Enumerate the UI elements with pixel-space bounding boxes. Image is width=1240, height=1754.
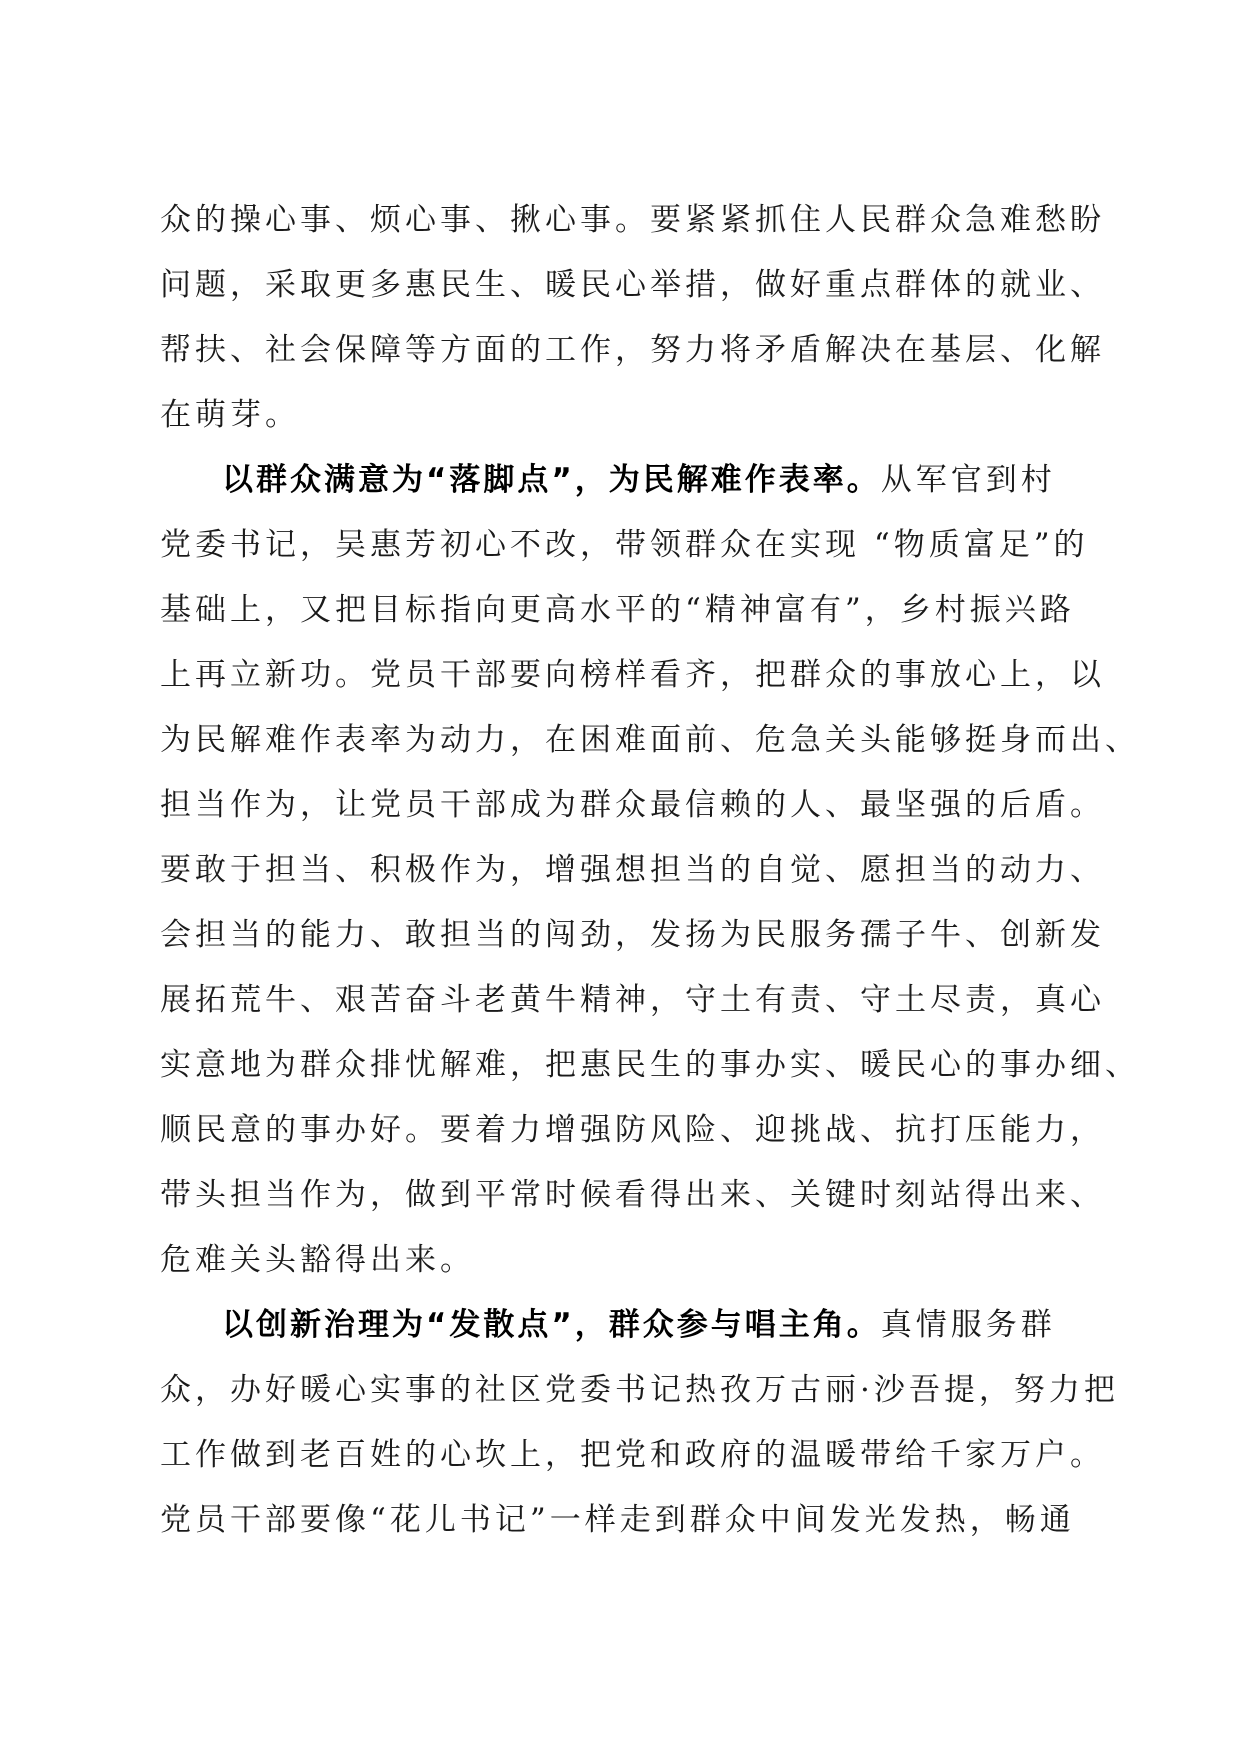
paragraph-heading: 以群众满意为“落脚点”，为民解难作表率。 <box>222 462 881 498</box>
text-run: 从军官到村 <box>880 462 1056 498</box>
text-line: 担当作为，让党员干部成为群众最信赖的人、最坚强的后盾。 <box>160 787 1105 823</box>
text-line: 基础上，又把目标指向更高水平的“精神富有”，乡村振兴路 <box>160 592 1075 628</box>
text-line: 要敢于担当、积极作为，增强想担当的自觉、愿担当的动力、 <box>160 852 1105 888</box>
paragraph-3 <box>160 1293 1119 1553</box>
text-line: 党委书记，吴惠芳初心不改，带领群众在实现 “物质富足”的 <box>160 527 1089 563</box>
paragraph-2 <box>160 448 1140 1293</box>
document-body <box>160 188 1140 1553</box>
text-line: 在萌芽。 <box>160 397 300 433</box>
text-line: 问题，采取更多惠民生、暖民心举措，做好重点群体的就业、 <box>160 267 1105 303</box>
text-line: 上再立新功。党员干部要向榜样看齐，把群众的事放心上，以 <box>160 657 1105 693</box>
text-line: 会担当的能力、敢担当的闯劲，发扬为民服务孺子牛、创新发 <box>160 917 1105 953</box>
paragraph-first-line <box>160 448 1090 513</box>
text-line: 帮扶、社会保障等方面的工作，努力将矛盾解决在基层、化解 <box>160 332 1105 368</box>
text-line: 众的操心事、烦心事、揪心事。要紧紧抓住人民群众急难愁盼 <box>160 202 1105 238</box>
paragraph-first-line <box>160 1293 1090 1358</box>
text-line: 众，办好暖心实事的社区党委书记热孜万古丽·沙吾提，努力把 <box>160 1372 1119 1408</box>
text-line: 展拓荒牛、艰苦奋斗老黄牛精神，守土有责、守土尽责，真心 <box>160 982 1105 1018</box>
text-line: 工作做到老百姓的心坎上，把党和政府的温暖带给千家万户。 <box>160 1437 1105 1473</box>
text-line: 党员干部要像“花儿书记”一样走到群众中间发光发热，畅通 <box>160 1502 1075 1538</box>
text-line: 为民解难作表率为动力，在困难面前、危急关头能够挺身而出、 <box>160 722 1140 758</box>
text-line: 实意地为群众排忧解难，把惠民生的事办实、暖民心的事办细、 <box>160 1047 1140 1083</box>
text-line: 带头担当作为，做到平常时候看得出来、关键时刻站得出来、 <box>160 1177 1105 1213</box>
text-run: 真情服务群 <box>880 1307 1056 1343</box>
text-line: 顺民意的事办好。要着力增强防风险、迎挑战、抗打压能力， <box>160 1112 1105 1148</box>
paragraph-heading: 以创新治理为“发散点”，群众参与唱主角。 <box>222 1307 881 1343</box>
paragraph-1 <box>160 188 1105 448</box>
text-line: 危难关头豁得出来。 <box>160 1242 475 1278</box>
